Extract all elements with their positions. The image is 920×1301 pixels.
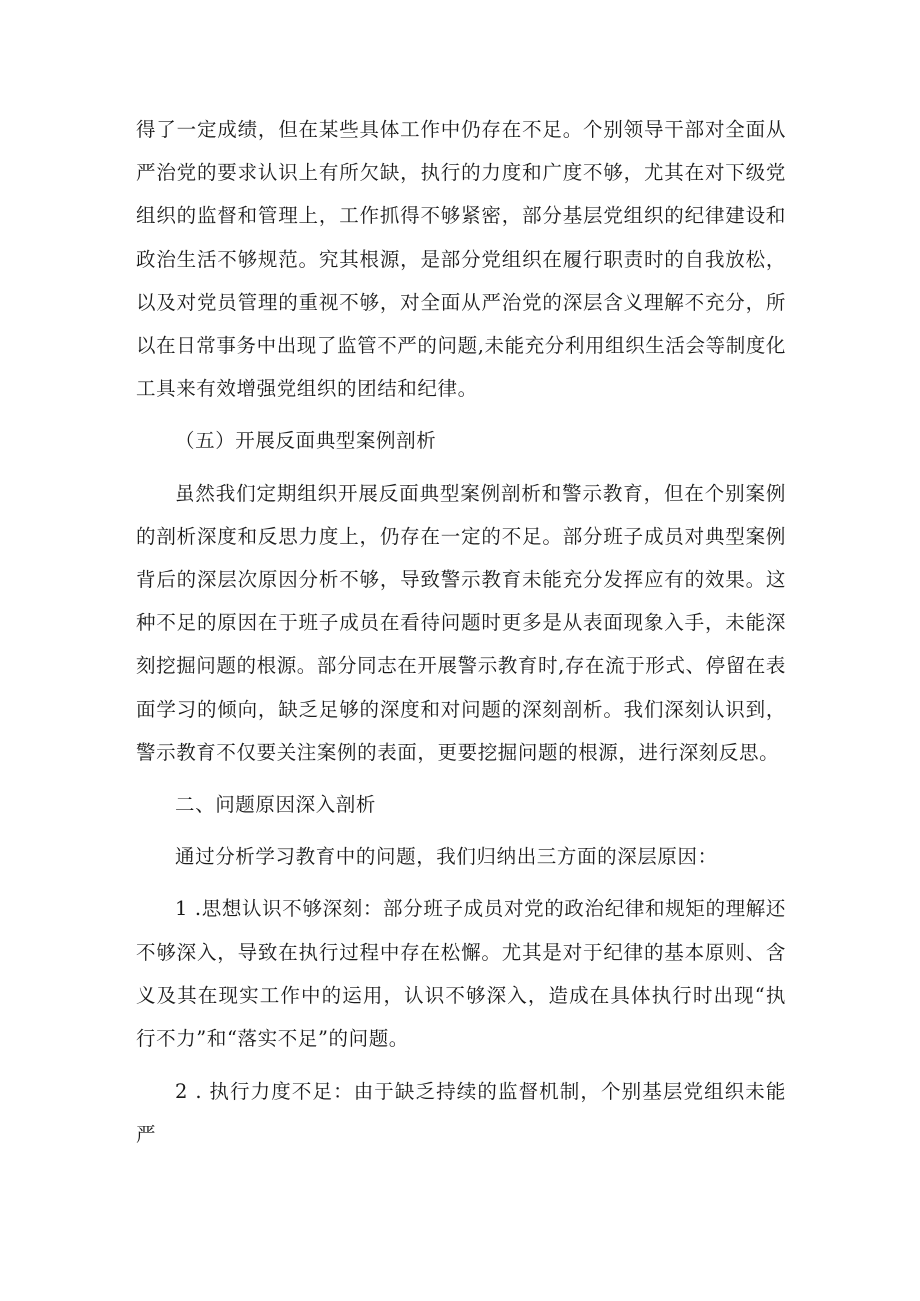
paragraph-intro: 通过分析学习教育中的问题，我们归纳出三方面的深层原因： — [175, 845, 718, 869]
paragraph-case-analysis: 虽然我们定期组织开展反面典型案例剖析和警示教育，但在个别案例的剖析深度和反思力度上，仍存在一定的不足。部分班子成员对典型案例背后的深层次原因分析不够，导致警示教育未能充分发挥应有的效果。这种不足的原因在于班子成员在看待问题时更多是从表面现象入手，未能深刻挖掘问题的根源。部分同志在开展警示教育时,存在流于形式、停留在表面学习的倾向，缺乏足够的深度和对问题的深刻剖析。我们深刻认识到，警示教育不仅要关注案例的表面，更要挖掘问题的根源，进行深刻反思。 — [136, 481, 786, 764]
section-heading: 二、问题原因深入剖析 — [175, 793, 377, 817]
list-item-2: 2 . 执行力度不足：由于缺乏持续的监督机制，个别基层党组织未能严 — [136, 1080, 786, 1147]
paragraph-continuation: 得了一定成绩，但在某些具体工作中仍存在不足。个别领导干部对全面从严治党的要求认识上有所欠缺，执行的力度和广度不够，尤其在对下级党组织的监督和管理上，工作抓得不够紧密，部分基层党组织的纪律建设和政治生活不够规范。究其根源，是部分党组织在履行职责时的自我放松，以及对党员管理的重视不够，对全面从严治党的深层含义理解不充分，所以在日常事务中出现了监管不严的问题,未能充分利用组织生活会等制度化工具来有效增强党组织的团结和纪律。 — [136, 118, 786, 401]
document-body — [136, 108, 786, 1157]
section-subheading: （五）开展反面典型案例剖析 — [175, 429, 437, 453]
list-item-1: 1 .思想认识不够深刻：部分班子成员对党的政治纪律和规矩的理解还不够深入，导致在执行过程中存在松懈。尤其是对于纪律的基本原则、含义及其在现实工作中的运用，认识不够深入，造成在具体执行时出现“执行不力”和“落实不足”的问题。 — [136, 897, 786, 1051]
